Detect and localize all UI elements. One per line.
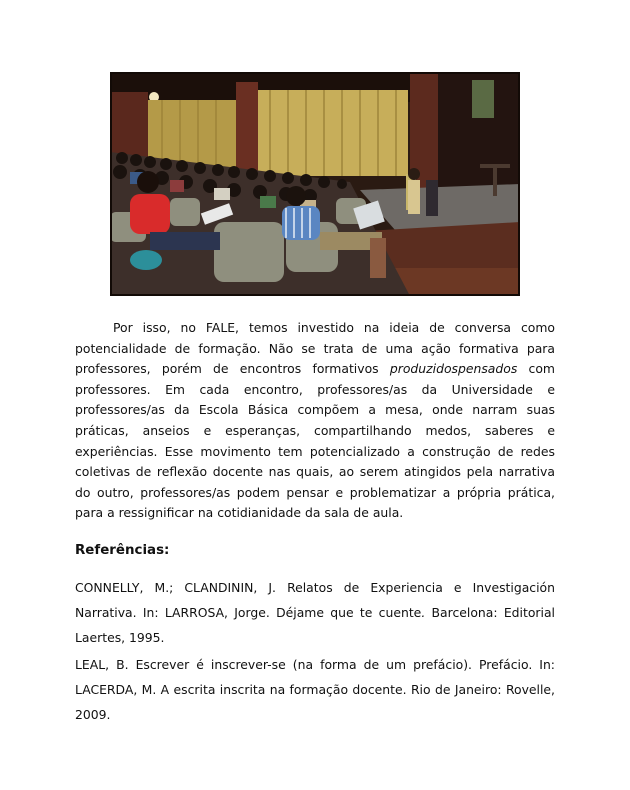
reference-1-italic: . — [421, 605, 426, 620]
reference-1-text: CONNELLY, M.; CLANDININ, J. Relatos de Experiencia e Investigación Narrativa. In: LARROSA, Jorge. Déjame que te cuente — [75, 580, 555, 620]
body-paragraph — [75, 318, 555, 524]
auditorium-photo — [110, 72, 520, 296]
reference-item: LEAL, B. Escrever é inscrever-se (na forma de um prefácio). Prefácio. In: LACERDA, M. A escrita inscrita na formação docente. Rio de Janeiro: Rovelle, 2009. — [75, 657, 555, 722]
paragraph-text-part2: com professores. Em cada encontro, professores/as da Universidade e professores/as da Escola Básica compõem a mesa, onde narram suas práticas, anseios e esperanças, compartilhando medos, saberes e experiências. Esse movimento tem potencializado a construção de redes coletivas de reflexão docente nas quais, ao serem atingidos pela narrativa do outro, professores/as podem pensar e problematizar a própria prática, para a ressignificar na cotidianidade da sala de aula. — [75, 361, 555, 521]
reference-1-text-end: Barcelona: Editorial Laertes, 1995. — [75, 605, 555, 645]
references-heading: Referências: — [75, 543, 170, 558]
reference-item — [75, 575, 555, 650]
auditorium-photo-icon — [110, 72, 520, 296]
paragraph-text-part1: Por isso, no FALE, temos investido na ideia de conversa como potencialidade de formação. Não se trata de uma ação formativa para professores, porém de encontros formativos — [75, 320, 555, 377]
paragraph-emphasis: produzidospensados — [389, 361, 518, 377]
